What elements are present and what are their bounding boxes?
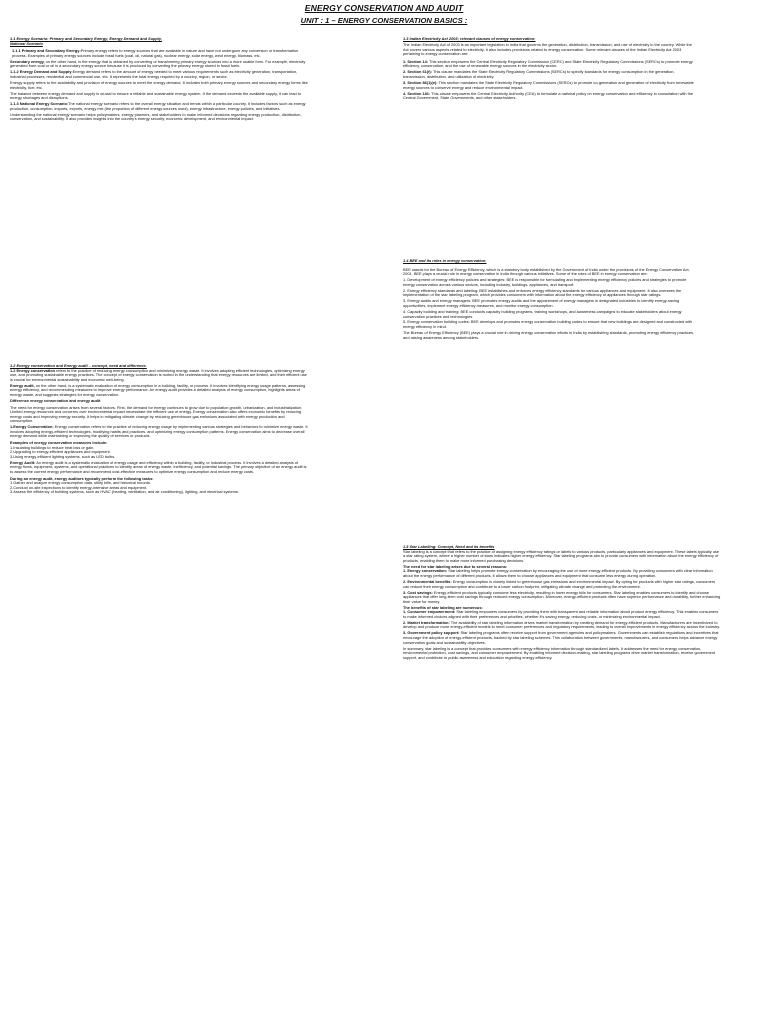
section-1-5-summary: In summary, star labeling is a concept that provides consumers with energy efficiency information through standardized labels. It addresses the need for energy conservation, environmental protection, cost savings, and consumer empowerment. By enabling informed decision-making, star labeling programs drive market transformation, receive government support, and contribute to public awareness and education regarding energy efficiency. [403,645,716,660]
need-heading: The need for star labeling arises due to several reasons: [403,563,508,569]
bee-role-4: 4. Capacity building and training: BEE conducts capacity building programs, training workshops, and awareness campaigns to educate stakeholders about energy conservation practices and technologies. [403,308,682,319]
paragraph-national-scenario: 1.1.3 National Energy Scenario:The national energy scenario refers to the overall energy situation and trends within a particular country. It includes factors such as energy production, consumption, imports, exports, energy mix (the proportion of different energy sources used), energy infrastructure, energy policies, and initiatives. [10,101,306,111]
bee-role-5: 5. Energy conservation building codes: BEE develops and promotes energy conservation building codes to ensure that new buildings are designed and constructed with energy efficiency in mind. [403,319,693,330]
section-1-1-subheading: National Scenario [10,40,43,46]
paragraph-balance: The balance between energy demand and supply is crucial to ensure a reliable and sustainable energy system. If the demand exceeds the available supply, it can lead to energy shortages and disruptions. [10,90,302,101]
section-1-5 [403,545,721,662]
clause-section-86: 3. Section 86(1)(e): This section mandates the State Electricity Regulatory Commissions (SERCs) to promote co-generation and generation of electricity from renewable energy sources to conserve energy and reduce environmental impact. [403,79,694,90]
list-item: 1.Insulating buildings to reduce heat loss or gain. [10,444,95,450]
section-1-4-heading: 1.4 BEE and its roles in energy conservation: [403,258,487,263]
need-cost-savings: 3. Cost savings: Energy-efficient products typically consume less electricity, resulting in lower energy bills for consumers. Star labeling enables consumers to identify and choose appliances that offer long-term cost savings through reduced energy consumption. Moreover, energy-efficient products often have superior performance and durability, further enhancing their value for money. [403,589,721,604]
benefits-heading: The benefits of star labeling are numerous: [403,604,483,610]
section-1-1 [10,37,308,123]
benefit-government-policy: 3. Government policy support: Star labeling programs often receive support from government agencies and policymakers. Governments can establish regulations and incentives that encourage the adoption of energy-efficient products, backed by star labeling schemes. This collaboration between governments, manufacturers, and consumers helps advance energy conservation goals and sustainability objectives. [403,630,719,645]
section-1-4-intro: BEE stands for the Bureau of Energy Efficiency, which is a statutory body established by the Government of India under the provisions of the Energy Conservation Act, 2001. BEE plays a crucial role in energy conservation in India through various initiatives. Some of the roles of BEE in energy conservation are: [403,266,690,277]
list-item: 3.Using energy-efficient lighting systems, such as LED bulbs. [10,453,116,459]
paragraph-understanding: Understanding the national energy scenario helps policymakers, energy planners, and stakeholders to make informed decisions regarding energy production, distribution, conservation, and sustainability. It also provides insights into the country's energy security, economic development, and environmental impact. [10,111,302,122]
paragraph-energy-conservation: 1.2 Energy conservation refers to the practice of reducing energy consumption and minimizing energy waste. It involves adopting efficient technologies, optimizing energy use, and promoting sustainable energy practices. The concept of energy conservation is rooted in the understanding that energy resources are limited, and their efficient use is crucial for environmental sustainability and economic well-being. [10,367,307,382]
paragraph-secondary-energy: Secondary energy, on the other hand, is the energy that is obtained by converting or transforming primary energy sources into a more usable form. For example, electricity generated from coal or oil is a secondary energy source because it is produced by converting the primary energy stored in fossil fuels. [10,58,306,69]
section-1-3-intro: The Indian Electricity Act of 2003 is an important legislation in India that governs the generation, distribution, transmission, and use of electricity in the country. While the Act covers various aspects related to electricity, it also includes provisions related to energy conservation. Some relevant clauses of the Indian Electricity Act 2003 pertaining to energy conservation are: [403,41,692,57]
bee-role-2: 2. Energy efficiency standards and labeling: BEE establishes and enforces energy efficiency standards for various appliances and equipment. It also oversees the implementation of the star labeling program, which provides consumers with information about the energy efficiency of appliances through star ratings. [403,287,682,298]
examples-list [10,446,308,460]
paragraph-demand-supply: 1.1.2 Energy Demand and Supply:Energy demand refers to the amount of energy needed to meet various requirements such as electricity generation, transportation, industrial processes, residential and commercial use, etc. It represents the total energy required by a country, region, or sector. [10,69,298,79]
section-1-4 [403,259,695,342]
examples-heading: Examples of energy conservation measures include: [10,440,108,446]
list-item: 2.Conduct on-site inspections to identify energy-intensive areas and equipment. [10,484,148,490]
paragraph-need: The need for energy conservation arises from several factors. First, the demand for energy continues to grow due to population growth, urbanization, and industrialization. Limited energy resources and concerns over environmental impact necessitate the efficient use of energy. Energy conservation also offers economic benefits by reducing energy costs and improving energy security. It helps in mitigating climate change by reducing greenhouse gas emissions associated with energy production and consumption. [10,404,303,424]
audit-tasks-list [10,481,308,495]
audit-tasks-heading: During an energy audit, energy auditors typically perform the following tasks: [10,475,154,481]
clause-section-14: 1. Section 14: This section empowers the Central Electricity Regulatory Commission (CERC) and State Electricity Regulatory Commissions (SERCs) to promote energy efficiency, conservation, and the use of renewable energy sources in the electricity sector. [403,58,693,69]
paragraph-energy-audit: Energy audit, on the other hand, is a systematic evaluation of energy consumption in a building, facility, or process. It involves identifying energy usage patterns, assessing energy efficiency, and recommending measures to improve energy performance. An energy audit provides a detailed analysis of energy consumption, highlights areas of energy waste, and suggests strategies for energy conservation. [10,382,306,397]
bee-role-3: 3. Energy audits and energy managers: BEE promotes energy audits and the appointment of energy managers in designated industries to identify energy-saving opportunities, implement energy efficiency measures, and monitor energy consumption. [403,298,680,308]
benefit-consumer-empowerment: 1. Consumer empowerment: Star labeling empowers consumers by providing them with transparent and reliable information about product energy efficiency. This enables consumers to make informed choices aligned with their preferences and priorities, whether it's saving energy, reducing costs, or minimizing environmental impact. [403,609,719,619]
section-1-4-closing: The Bureau of Energy Efficiency (BEE) plays a crucial role in driving energy conservation efforts in India by establishing standards, promoting energy efficiency practices, and raising awareness among stakeholders. [403,330,695,340]
list-item: 2.Upgrading to energy-efficient appliances and equipment. [10,449,111,455]
clause-section-61f: 2. Section 61(f): This clause mandates the State Electricity Regulatory Commissions (SERCs) to specify standards for energy consumption in the generation, transmission, distribution, and utilization of electricity. [403,69,675,79]
section-1-3 [403,37,695,102]
section-1-2-heading: 1.2 Energy conservation and Energy audit – concept, need and difference. [10,363,147,368]
benefit-market-transformation: 2. Market transformation: The availability of star labeling information drives market transformation by creating demand for energy-efficient products. Manufacturers are incentivized to develop and produce more energy-efficient models to meet consumer preferences and regulatory requirements, leading to overall improvements in energy efficiency across the industry. [403,619,721,630]
document-title: ENERGY CONSERVATION AND AUDIT [304,3,464,13]
section-1-2 [10,364,308,495]
unit-heading: UNIT : 1 – ENERGY CONSERVATION BASICS : [300,16,468,25]
paragraph-primary-secondary: 1.1.1 Primary and Secondary Energy:Primary energy refers to energy sources that are available in nature and have not undergone any conversion or transformation process. Examples of primary energy sources include fossil fuels (coal, oil, natural gas), nuclear energy, solar energy, wind energy, biomass, etc. [12,48,299,58]
paragraph-definition-audit: Energy Audit: An energy audit is a systematic evaluation of energy usage and efficiency within a building, facility, or industrial process. It involves a detailed analysis of energy flows, equipment, systems, and operational practices to identify areas of energy waste, inefficiency, and potential savings. The primary objective of an energy audit is to assess the current energy performance and recommend cost-effective measures to optimize energy consumption and reduce energy costs. [10,459,307,475]
need-energy-conservation: 1. Energy conservation: Star labeling helps promote energy conservation by encouraging the use of more energy-efficient products. By providing consumers with clear information about the energy performance of different products, it allows them to choose appliances and equipment that consume less energy during operation. [403,568,713,578]
section-1-5-heading: 1.5 Star Labelling: Concept, Need and its benefits [403,544,495,549]
list-item: 3.Assess the efficiency of building systems, such as HVAC (heating, ventilation, and air conditioning), lighting, and electrical systems. [10,489,239,495]
bee-role-1: 1. Development of energy efficiency policies and strategies: BEE is responsible for formulating and implementing energy efficiency policies and strategies to promote energy conservation across various sectors, including industry, buildings, appliances, and transport. [403,277,687,287]
paragraph-definition-conservation: 1.Energy Conservation: Energy conservation refers to the practice of reducing energy usage by implementing various strategies and behaviors to minimize energy waste. It involves adopting energy-efficient technologies, modifying habits and practices, and optimizing energy consumption patterns. Energy conservation aims to decrease overall energy demand while maintaining or improving the quality of services or products. [10,424,308,439]
need-environmental-benefits: 2. Environmental benefits: Energy consumption is closely linked to greenhouse gas emissions and environmental impact. By opting for products with higher star ratings, consumers can reduce their energy consumption and contribute to a lower carbon footprint, mitigating climate change and protecting the environment. [403,578,716,589]
paragraph-energy-supply: Energy supply refers to the availability and provision of energy sources to meet the energy demand. It includes both primary energy sources and secondary energy forms like electricity, fuel, etc. [10,79,308,90]
clause-section-181: 4. Section 181: This clause empowers the Central Electricity Authority (CEA) to formulate a national policy on energy conservation and efficiency in consultation with the Central Government, State Governments, and other stakeholders. [403,90,694,101]
difference-heading: Difference energy conservation and energy audit [10,397,101,403]
section-1-5-intro: Star labeling is a concept that refers to the practice of assigning energy efficiency ratings or labels to various products, particularly appliances and equipment. These labels typically use a star rating system, where a higher number of stars indicates higher energy efficiency. Star labeling programs aim to provide consumers with information about the energy efficiency of products, enabling them to make more informed purchasing decisions. [403,548,720,563]
list-item: 1.Gather and analyze energy consumption data, utility bills, and historical records. [10,480,152,486]
section-1-3-heading: 1.3 Indian Electricity Act 2003; relevant clauses of energy conservation: [403,36,536,41]
section-1-1-heading: 1.1 Energy Scenario: Primary and Secondary Energy, Energy Demand and Supply, [10,36,162,41]
